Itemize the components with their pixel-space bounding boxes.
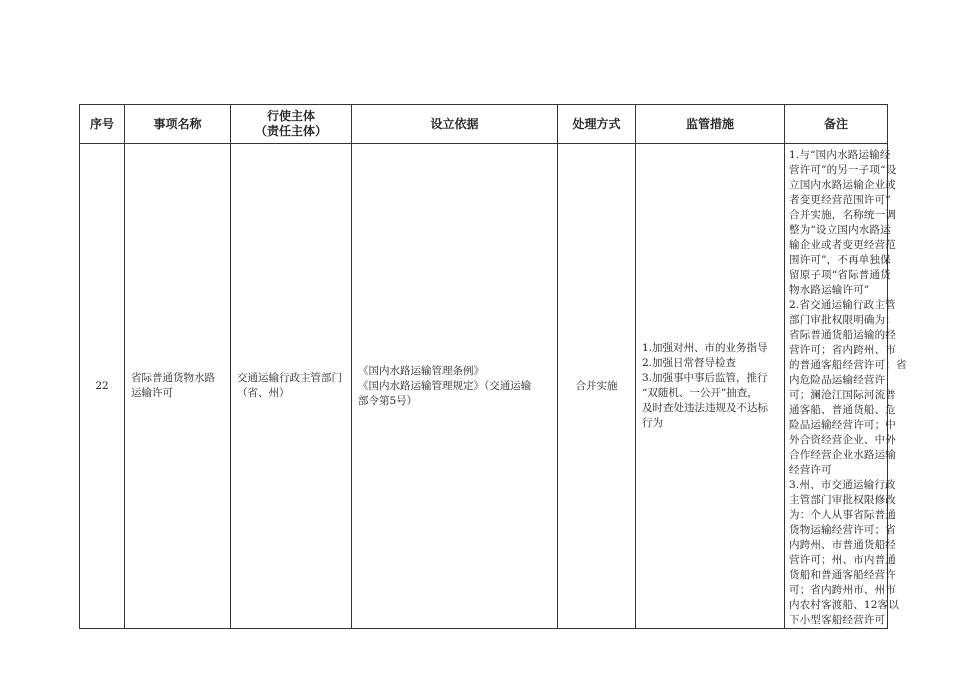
- text-line: 营许可；省内跨州、市: [789, 344, 896, 356]
- text-line: 运输许可: [131, 387, 173, 399]
- text-line: 《国内水路运输管理规定》（交通运输: [358, 379, 532, 392]
- text-line: 1.加强对州、市的业务指导: [642, 342, 768, 354]
- text-line: “双随机、一公开”抽查，: [642, 387, 758, 399]
- text-line: 可；省内跨州市、州市: [789, 584, 896, 596]
- text-line: 围许可”，不再单独保: [789, 254, 891, 266]
- text-line: 行为: [642, 417, 663, 429]
- text-line: 货物运输经营许可；省: [789, 524, 896, 536]
- text-line: 货船和普通客船经营许: [789, 569, 896, 581]
- text-line: 省际普通货物水路: [131, 372, 215, 384]
- text-line: 通客船、普通货船、危: [789, 404, 896, 416]
- cell-subject: [231, 144, 352, 629]
- header-remarks: 备注: [785, 105, 888, 144]
- header-subject: [231, 105, 352, 144]
- text-line: 经营许可: [789, 464, 832, 476]
- cell-seq: 22: [80, 144, 125, 629]
- cell-measures: [636, 144, 785, 629]
- text-line: 部门审批权限明确为：: [789, 314, 896, 326]
- text-line: 内农村客渡船、12客以: [789, 599, 900, 611]
- text-line: 主管部门审批权限修改: [789, 494, 896, 506]
- cell-remarks: [785, 144, 907, 629]
- text-line: 者变更经营范围许可”: [789, 194, 891, 206]
- cell-name: [125, 144, 231, 629]
- text-line: 内危险品运输经营许: [789, 374, 886, 386]
- text-line: 营许可”的另一子项“设: [789, 164, 897, 176]
- text-line: 省际普通货船运输的经: [789, 329, 896, 341]
- text-line: 及时查处违法违规及不达标: [642, 402, 768, 414]
- header-row: [80, 105, 888, 144]
- text-line: 立国内水路运输企业或: [789, 179, 896, 191]
- text-line: 输企业或者变更经营范: [789, 239, 896, 251]
- matters-table: [79, 104, 907, 629]
- text-line: 3.州、市交通运输行政: [789, 479, 896, 491]
- cell-basis: [352, 144, 558, 629]
- text-line: 留原子项“省际普通货: [789, 269, 891, 281]
- header-method: 处理方式: [558, 105, 636, 144]
- text-line: 可；澜沧江国际河流普: [789, 389, 896, 401]
- header-measures: 监管措施: [636, 105, 785, 144]
- text-line: 交通运输行政主管部门: [237, 372, 342, 384]
- text-line: （省、州）: [237, 387, 290, 399]
- text-line: 营许可；州、市内普通: [789, 554, 896, 566]
- text-line: 整为“设立国内水路运: [789, 224, 891, 236]
- text-line: 2.省交通运输行政主管: [789, 299, 896, 311]
- text-line: 2.加强日常督导检查: [642, 357, 737, 369]
- text-line: 外合资经营企业、中外: [789, 434, 896, 446]
- table-row: [80, 144, 888, 629]
- text-line: 内跨州、市普通货船经: [789, 539, 896, 551]
- text-line: 的普通客船经营许可；省: [789, 359, 907, 371]
- text-line: 《国内水路运输管理条例》: [358, 364, 484, 377]
- text-line: 物水路运输许可”: [789, 284, 870, 296]
- header-subject-line2: （责任主体）: [254, 124, 327, 138]
- text-line: 为：个人从事省际普通: [789, 509, 896, 521]
- text-line: 3.加强事中事后监管，推行: [642, 372, 768, 384]
- cell-method: 合并实施: [558, 144, 636, 629]
- text-line: 1.与“国内水路运输经: [789, 149, 891, 161]
- header-basis: 设立依据: [352, 105, 558, 144]
- text-line: 下小型客船经营许可: [789, 614, 886, 626]
- header-name: 事项名称: [125, 105, 231, 144]
- header-seq: 序号: [80, 105, 125, 144]
- text-line: 合并实施，名称统一调: [789, 209, 896, 221]
- text-line: 部令第5号）: [358, 394, 418, 407]
- text-line: 险品运输经营许可；中: [789, 419, 896, 431]
- header-subject-line1: 行使主体: [266, 109, 315, 123]
- text-line: 合作经营企业水路运输: [789, 449, 896, 461]
